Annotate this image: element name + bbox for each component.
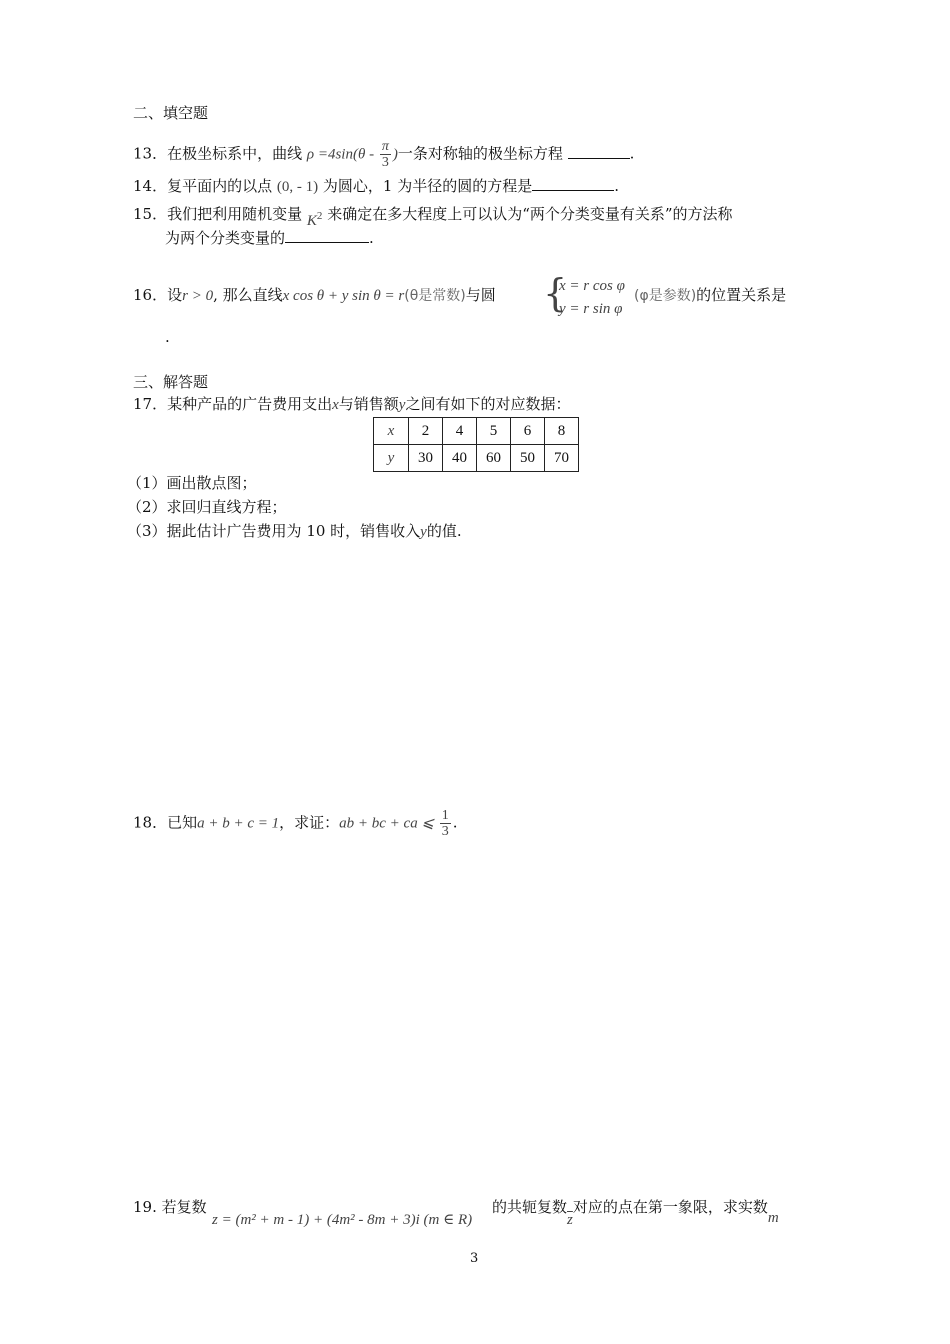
table-row <box>374 445 579 472</box>
table-header-y: y <box>374 445 409 472</box>
table-cell: 6 <box>511 418 545 445</box>
question-text: 来确定在多大程度上可以认为“两个分类变量有关系”的方法称 <box>327 205 733 223</box>
question-19-tail <box>492 1197 779 1228</box>
question-text: 设 <box>167 286 183 304</box>
math-variable: x <box>332 397 339 413</box>
question-text: 的共轭复数 <box>492 1198 568 1216</box>
question-number: 13． <box>133 144 168 163</box>
math-note: (φ是参数) <box>634 288 697 304</box>
math-variable: y <box>420 524 427 540</box>
math-expression: x cos θ + y sin θ = r <box>282 288 405 304</box>
section-heading-fill-in: 二、填空题 <box>133 104 209 122</box>
question-number: 16． <box>133 286 168 304</box>
table-cell: 40 <box>443 445 477 472</box>
question-text: 在极坐标系中，曲线 <box>167 144 303 163</box>
question-13: 13．在极坐标系中，曲线 ρ =4sin(θ - $\frac{\pi}{3}$ )一条对称轴的极坐标方程 . <box>133 139 635 170</box>
question-text: 我们把利用随机变量 <box>167 205 303 223</box>
question-number: 17． <box>133 395 168 413</box>
question-text: 的位置关系是 <box>696 286 787 304</box>
question-19 <box>133 1197 207 1217</box>
question-17-part-2: （2）求回归直线方程； <box>127 498 287 516</box>
table-cell: 70 <box>545 445 579 472</box>
math-expression: z = (m² + m - 1) + (4m² - 8m + 3)i (m ∈ R) <box>212 1212 473 1228</box>
table-cell: 50 <box>511 445 545 472</box>
fraction: $\frac{\pi}{3}$ <box>381 139 389 170</box>
table-row <box>374 418 579 445</box>
question-16-end: . <box>165 328 170 346</box>
math-expression: (0, - 1) <box>276 179 319 195</box>
answer-blank[interactable] <box>568 144 630 159</box>
question-text: 已知 <box>167 813 198 832</box>
table-cell: 8 <box>545 418 579 445</box>
question-17-part-1: （1）画出散点图； <box>127 474 257 492</box>
question-text: 之间有如下的对应数据： <box>405 395 571 413</box>
question-text: 与圆 <box>465 286 496 304</box>
math-variable: $K^2$ <box>306 210 323 229</box>
question-text: 为圆心，1 为半径的圆的方程是 <box>322 177 533 195</box>
question-number: 15． <box>133 205 168 223</box>
answer-blank[interactable] <box>532 176 614 191</box>
question-number: 14． <box>133 177 168 195</box>
math-note: (θ是常数) <box>404 288 466 304</box>
fraction: $\frac{1}{3}$ <box>441 808 449 839</box>
question-text: 与销售额 <box>338 395 399 413</box>
table-cell: 2 <box>409 418 443 445</box>
question-number: 18． <box>133 813 168 832</box>
question-16 <box>133 285 496 306</box>
math-expression: ab + bc + ca ⩽ <box>339 815 438 832</box>
math-expression: a + b + c = 1 <box>197 815 280 832</box>
data-table <box>373 417 579 472</box>
question-text: 复平面内的以点 <box>167 177 273 195</box>
system-row-2: y = r sin φ <box>559 301 623 317</box>
question-16-tail <box>634 285 786 306</box>
table-cell: 30 <box>409 445 443 472</box>
question-text: 对应的点在第一象限，求实数 <box>572 1198 768 1216</box>
question-17-part-3: （3）据此估计广告费用为 10 时，销售收入y的值. <box>127 522 462 540</box>
answer-blank[interactable] <box>285 228 369 243</box>
table-cell: 60 <box>477 445 511 472</box>
question-text: , 那么直线 <box>213 286 283 304</box>
table-header-x: x <box>374 418 409 445</box>
question-text: ，求证： <box>279 813 340 832</box>
table-cell: 4 <box>443 418 477 445</box>
page-number: 3 <box>470 1251 479 1266</box>
question-text: 某种产品的广告费用支出 <box>167 395 333 413</box>
math-variable: m <box>767 1210 779 1226</box>
table-cell: 5 <box>477 418 511 445</box>
system-row-1: x = r cos φ <box>559 278 625 294</box>
math-expression: ρ =4sin(θ - <box>306 146 378 163</box>
math-variable: y <box>398 397 406 413</box>
math-variable: $\overline{z}$ <box>567 1212 573 1228</box>
math-expression: r > 0 <box>182 288 214 304</box>
left-brace: { <box>543 271 568 315</box>
section-heading-answer: 三、解答题 <box>133 373 209 391</box>
question-text: 19. 若复数 <box>133 1198 207 1216</box>
question-text: 为两个分类变量的 <box>165 229 286 247</box>
question-17 <box>133 394 570 415</box>
question-15 <box>133 200 733 229</box>
question-18: 18．已知a + b + c = 1，求证：ab + bc + ca ⩽ $\frac{1}{3}$ . <box>133 808 458 839</box>
math-expression: ) <box>392 146 398 163</box>
question-text: 一条对称轴的极坐标方程 <box>397 144 563 163</box>
question-15-line-2: 为两个分类变量的 . <box>165 229 374 247</box>
question-14: 14．复平面内的以点 (0, - 1) 为圆心，1 为半径的圆的方程是 . <box>133 177 620 195</box>
